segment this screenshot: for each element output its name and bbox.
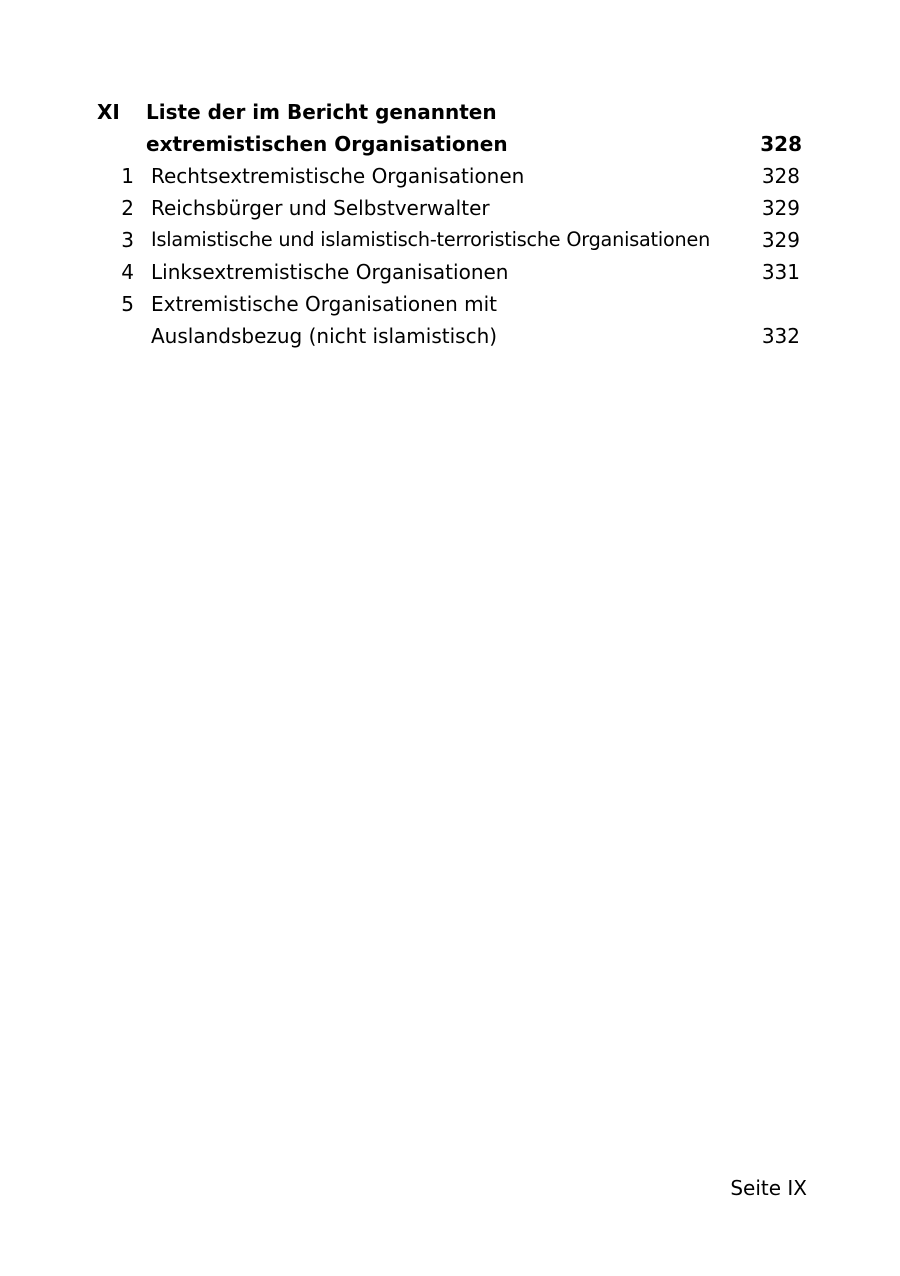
entry-page: 331 [761, 260, 800, 284]
chapter-page: 328 [760, 132, 802, 156]
chapter-number: XI [97, 100, 120, 124]
chapter-title-line2: extremistischen Organisationen [146, 132, 508, 156]
entry-number: 2 [121, 196, 134, 220]
entry-page: 329 [761, 196, 800, 220]
entry-title: Linksextremistische Organisationen [151, 260, 509, 284]
entry-page: 332 [761, 324, 800, 348]
entry-number: 5 [121, 292, 134, 316]
entry-title: Reichsbürger und Selbstverwalter [151, 196, 490, 220]
entry-title-line1: Extremistische Organisationen mit [151, 292, 498, 316]
entry-page: 328 [761, 164, 800, 188]
chapter-title-line1: Liste der im Bericht genannten [146, 100, 497, 124]
entry-title: Islamistische und islamistisch-terroristische Organisationen [151, 228, 711, 251]
entry-number: 3 [121, 228, 134, 252]
entry-number: 4 [121, 260, 134, 284]
entry-title: Rechtsextremistische Organisationen [151, 164, 525, 188]
page-number-footer: Seite IX [730, 1176, 807, 1200]
entry-page: 329 [761, 228, 800, 252]
entry-number: 1 [121, 164, 134, 188]
entry-title-line2: Auslandsbezug (nicht islamistisch) [151, 324, 498, 348]
